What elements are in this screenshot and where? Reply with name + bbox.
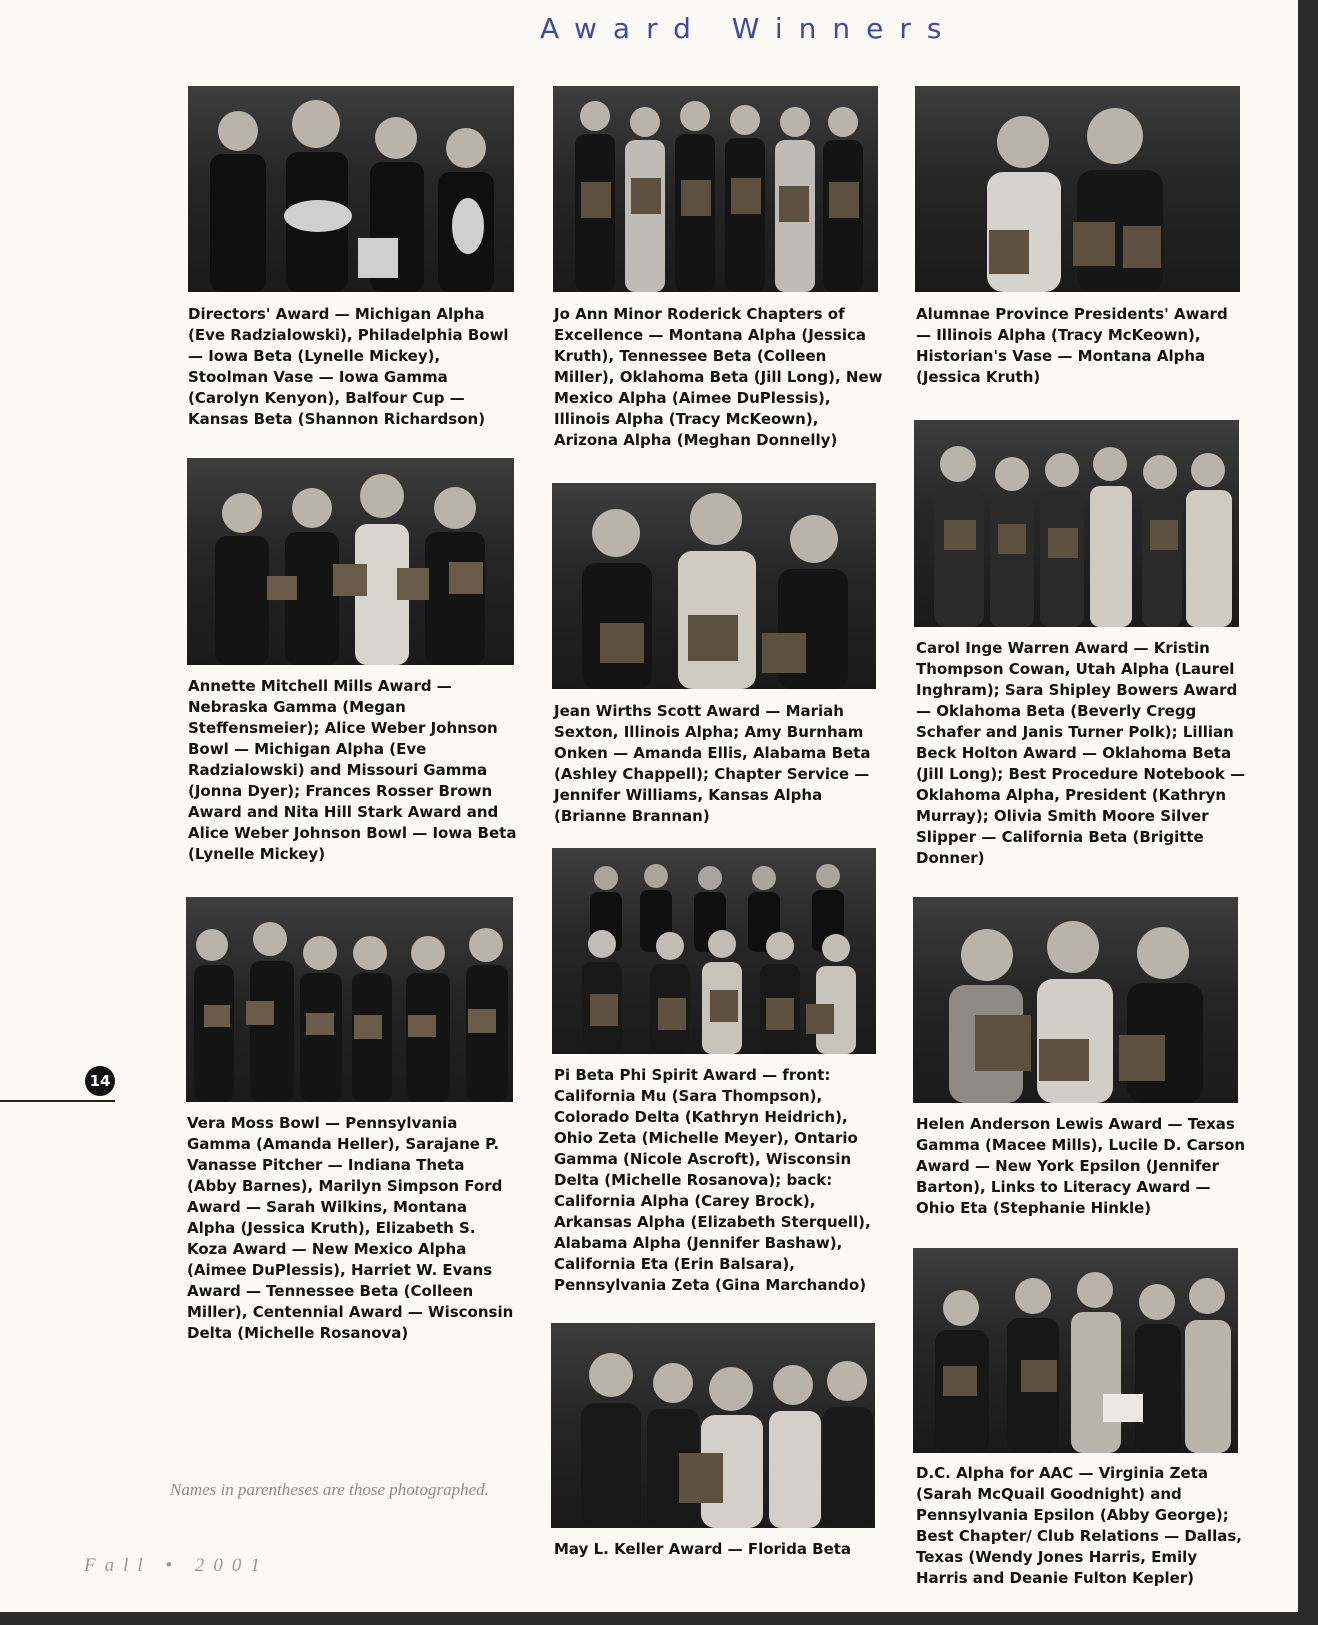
- issue-footer: Fall • 2001: [84, 1555, 269, 1576]
- award-photo-directors: [188, 86, 514, 292]
- award-photo-chapters-of-excellence: [553, 86, 878, 292]
- award-photo-annette-mitchell-mills: [187, 458, 514, 665]
- award-photo-helen-anderson-lewis: [913, 897, 1238, 1103]
- caption-chapters-of-excellence: Jo Ann Minor Roderick Chapters of Excellence — Montana Alpha (Jessica Kruth), Tennessee Beta (Colleen Miller), Oklahoma Beta (Jill Long), New Mexico Alpha (Aimee DuPlessis), Illinois Alpha (Tracy McKeown), Arizona Alpha (Meghan Donnelly): [554, 305, 883, 449]
- caption-annette-mitchell-mills: Annette Mitchell Mills Award — Nebraska Gamma (Megan Steffensmeier); Alice Weber Johnson Bowl — Michigan Alpha (Eve Radzialowski) and Missouri Gamma (Jonna Dyer); Frances Rosser Brown Award and Nita Hill Stark Award and Alice Weber Johnson Bowl — Iowa Beta (Lynelle Mickey): [188, 677, 517, 863]
- caption-dc-alpha-aac: D.C. Alpha for AAC — Virginia Zeta (Sarah McQuail Goodnight) and Pennsylvania Epsilon (Abby George); Best Chapter/ Club Relations — Dallas, Texas (Wendy Jones Harris, Emily Harris and Deanie Fulton Kepler): [916, 1464, 1242, 1587]
- caption-helen-anderson-lewis: Helen Anderson Lewis Award — Texas Gamma (Macee Mills), Lucile D. Carson Award — New York Epsilon (Jennifer Barton), Links to Literacy Award — Ohio Eta (Stephanie Hinkle): [916, 1115, 1246, 1217]
- caption-alumnae-province-presidents: Alumnae Province Presidents' Award — Illinois Alpha (Tracy McKeown), Historian's Vase — Montana Alpha (Jessica Kruth): [916, 305, 1228, 386]
- page-title: Award Winners: [540, 12, 958, 45]
- caption-may-keller-award: May L. Keller Award — Florida Beta: [554, 1540, 852, 1558]
- award-photo-alumnae-province: [915, 86, 1240, 292]
- award-photo-spirit-award: [552, 848, 876, 1054]
- caption-directors-award: Directors' Award — Michigan Alpha (Eve Radzialowski), Philadelphia Bowl — Iowa Beta (Lynelle Mickey), Stoolman Vase — Iowa Gamma (Carolyn Kenyon), Balfour Cup — Kansas Beta (Shannon Richardson): [188, 305, 509, 428]
- caption-jean-wirths-scott: Jean Wirths Scott Award — Mariah Sexton, Illinois Alpha; Amy Burnham Onken — Amanda Ellis, Alabama Beta (Ashley Chappell); Chapter Service — Jennifer Williams, Kansas Alpha (Brianne Brannan): [554, 702, 871, 825]
- award-photo-may-keller: [551, 1323, 875, 1528]
- page-number: 14: [85, 1066, 115, 1096]
- page-number-rule: [0, 1100, 115, 1102]
- award-photo-carol-inge-warren: [914, 420, 1239, 627]
- caption-carol-inge-warren: Carol Inge Warren Award — Kristin Thompson Cowan, Utah Alpha (Laurel Inghram); Sara Shipley Bowers Award — Oklahoma Beta (Beverly Cregg Schafer and Janis Turner Polk); Lillian Beck Holton Award — Oklahoma Beta (Jill Long); Best Procedure Notebook — Oklahoma Alpha, President (Kathryn Murray); Olivia Smith Moore Silver Slipper — California Beta (Brigitte Donner): [916, 639, 1246, 867]
- caption-vera-moss-bowl: Vera Moss Bowl — Pennsylvania Gamma (Amanda Heller), Sarajane P. Vanasse Pitcher — Indiana Theta (Abby Barnes), Marilyn Simpson Ford Award — Sarah Wilkins, Montana Alpha (Jessica Kruth), Elizabeth S. Koza Award — New Mexico Alpha (Aimee DuPlessis), Harriet W. Evans Award — Tennessee Beta (Colleen Miller), Centennial Award — Wisconsin Delta (Michelle Rosanova): [187, 1114, 514, 1342]
- award-photo-vera-moss: [186, 897, 513, 1102]
- award-photo-jean-wirths-scott: [552, 483, 876, 689]
- photo-note: Names in parentheses are those photographed.: [170, 1480, 489, 1499]
- caption-spirit-award: Pi Beta Phi Spirit Award — front: California Mu (Sara Thompson), Colorado Delta (Kathryn Heidrich), Ohio Zeta (Michelle Meyer), Ontario Gamma (Nicole Ascroft), Wisconsin Delta (Michelle Rosanova); back: California Alpha (Carey Brock), Arkansas Alpha (Elizabeth Sterquell), Alabama Alpha (Jennifer Bashaw), California Eta (Erin Balsara), Pennsylvania Zeta (Gina Marchando): [554, 1066, 871, 1294]
- award-photo-dc-alpha: [913, 1248, 1238, 1453]
